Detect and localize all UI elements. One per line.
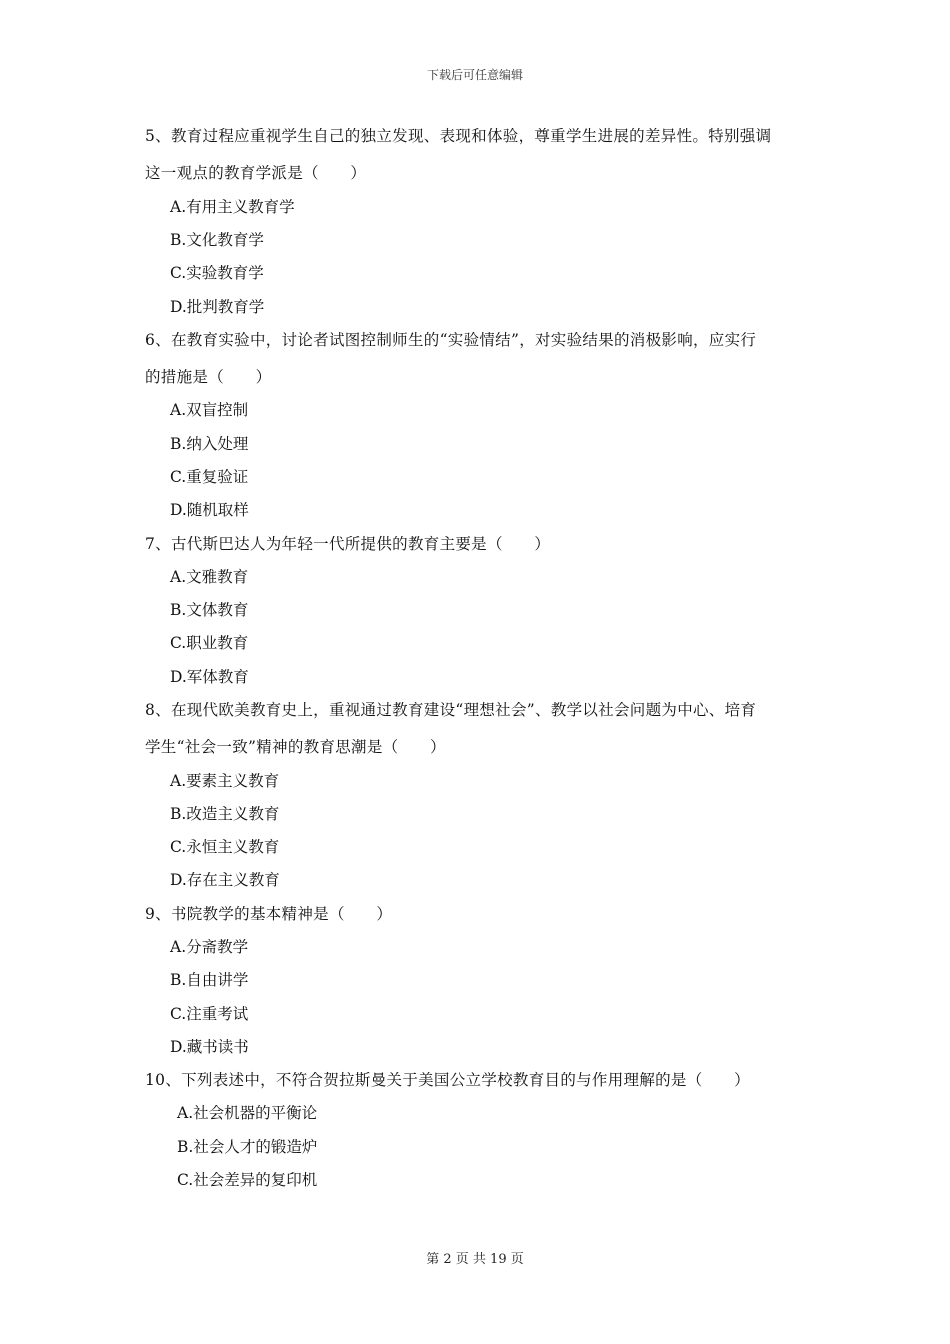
question-8-line-1: 8、在现代欧美教育史上，重视通过教育建设“理想社会”、教学以社会问题为中心、培育 [145, 701, 757, 719]
question-10-option-a: A.社会机器的平衡论 [177, 1104, 318, 1122]
question-9-option-c: C.注重考试 [170, 1005, 249, 1023]
question-8-option-d: D.存在主义教育 [170, 871, 280, 889]
question-9-option-a: A.分斋教学 [170, 938, 249, 956]
question-8-option-b: B.改造主义教育 [170, 805, 280, 823]
question-6-option-b: B.纳入处理 [170, 435, 249, 453]
question-9-line-1: 9、书院教学的基本精神是（ ） [145, 905, 393, 923]
question-5-option-d: D.批判教育学 [170, 298, 265, 316]
question-6-option-a: A.双盲控制 [170, 401, 249, 419]
question-5-option-b: B.文化教育学 [170, 231, 264, 249]
question-5-option-c: C.实验教育学 [170, 264, 264, 282]
page-number: 第 2 页 共 19 页 [426, 1252, 524, 1267]
question-5-line-1: 5、教育过程应重视学生自己的独立发现、表现和体验，尊重学生进展的差异性。特别强调 [145, 127, 772, 145]
question-8-line-2: 学生“社会一致”精神的教育思潮是（ ） [145, 738, 446, 756]
question-6-option-c: C.重复验证 [170, 468, 249, 486]
question-7-line-1: 7、古代斯巴达人为年轻一代所提供的教育主要是（ ） [145, 535, 551, 553]
question-10-option-c: C.社会差异的复印机 [177, 1171, 318, 1189]
question-7-option-a: A.文雅教育 [170, 568, 249, 586]
question-6-line-1: 6、在教育实验中，讨论者试图控制师生的“实验情结”，对实验结果的消极影响，应实行 [145, 331, 757, 349]
question-5-line-2: 这一观点的教育学派是（ ） [145, 164, 367, 182]
question-9-option-d: D.藏书读书 [170, 1038, 249, 1056]
question-8-option-a: A.要素主义教育 [170, 772, 280, 790]
question-9-option-b: B.自由讲学 [170, 971, 249, 989]
question-6-option-d: D.随机取样 [170, 501, 249, 519]
question-7-option-b: B.文体教育 [170, 601, 249, 619]
question-10-option-b: B.社会人才的锻造炉 [177, 1138, 318, 1156]
page-header: 下载后可任意编辑 [426, 68, 523, 82]
question-10-line-1: 10、下列表述中，不符合贺拉斯曼关于美国公立学校教育目的与作用理解的是（ ） [145, 1071, 750, 1089]
question-7-option-d: D.军体教育 [170, 668, 249, 686]
question-6-line-2: 的措施是（ ） [145, 368, 272, 386]
question-7-option-c: C.职业教育 [170, 634, 249, 652]
question-8-option-c: C.永恒主义教育 [170, 838, 280, 856]
question-5-option-a: A.有用主义教育学 [170, 198, 295, 216]
